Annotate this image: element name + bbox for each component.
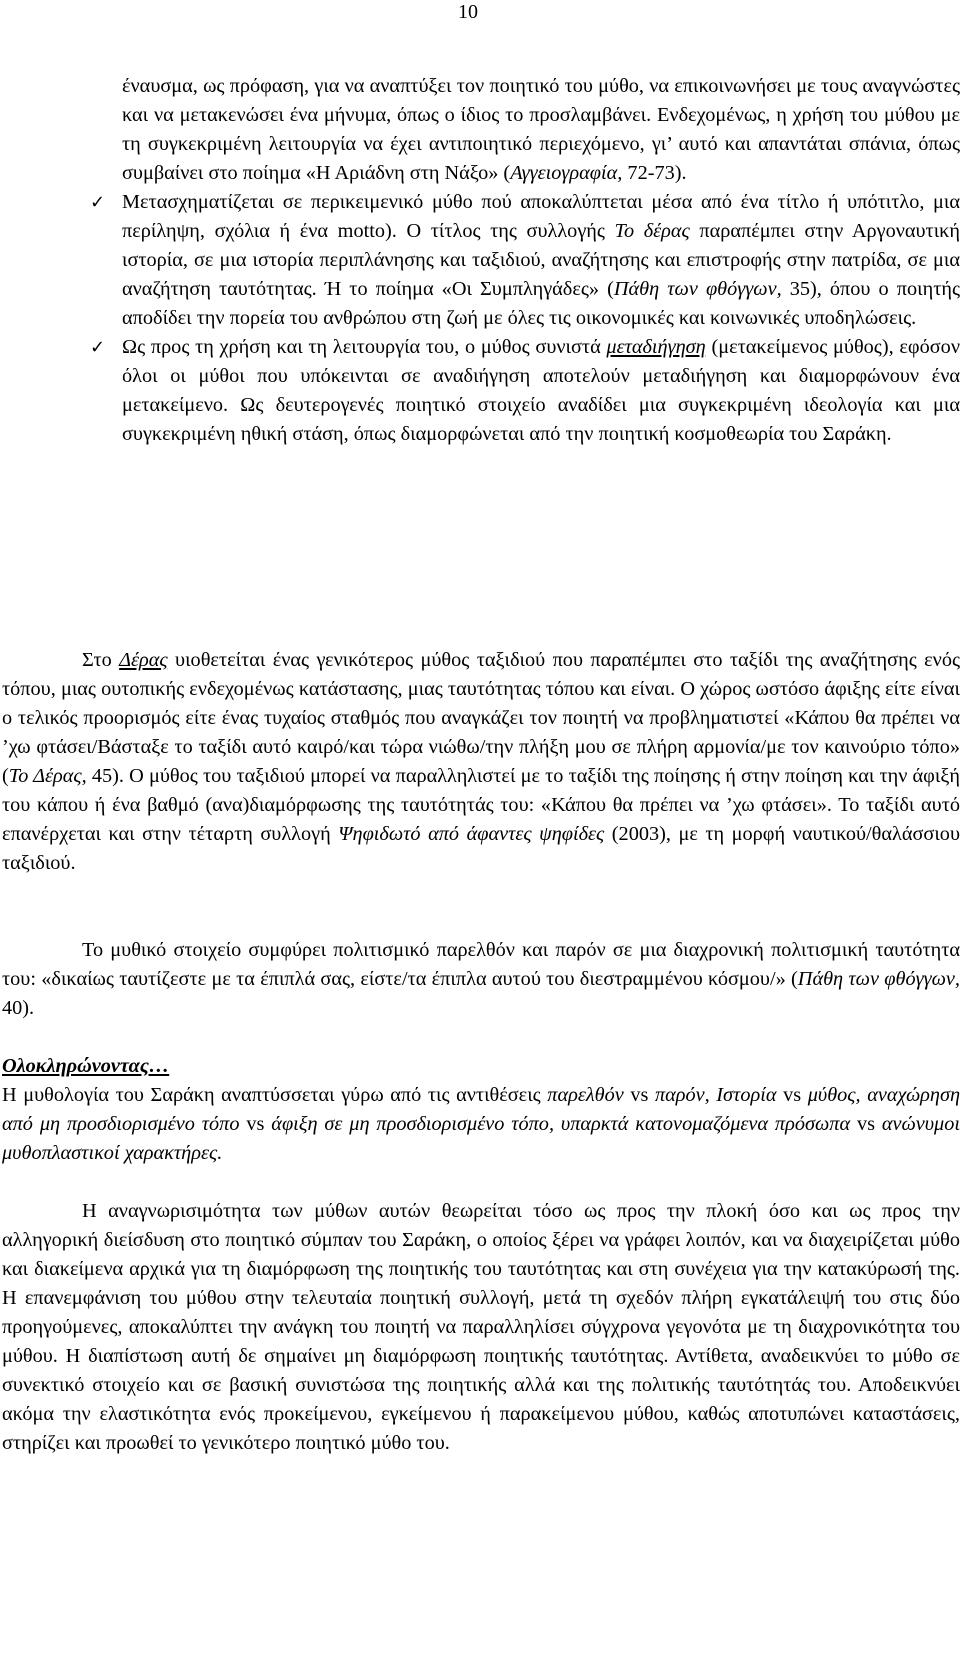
text-run: (2003), με τη μορφή ναυτικού/θαλάσσιου ταξιδιού.: [2, 823, 960, 874]
text-run: Μετασχηματίζεται σε περικειμενικό μύθο πού αποκαλύπτεται μέσα από ένα τίτλο ή υπότιτλο, μια περίληψη, σχόλια ή ένα motto). Ο τίτλος της συλλογής: [122, 191, 960, 242]
italic-run: άφιξη σε μη προσδιορισμένο τόπο, υπαρκτά κατονομαζόμενα πρόσωπα: [271, 1113, 851, 1135]
text-run: , 45). Ο μύθος του ταξιδιού μπορεί να παραλληλιστεί με το ταξίδι της ποίησης ή στην ποίηση και την άφιξή του κάπου ή ένα βαθμό (ανα)διαμόρφωσης της ταυτότητάς του: «Κάπου θα πρέπει να ’χω φτάσει». Το ταξίδι αυτό επανέρχεται και στην τέταρτη συλλογή: [2, 765, 960, 845]
text-run: υιοθετείται ένας γενικότερος μύθος ταξιδιού που παραπέμπει στο ταξίδι της αναζήτησης ενός τόπου, μιας ουτοπικής ενδεχομένως κατάστασης, μιας ταυτότητας τόπου και είναι. Ο χώρος ωστόσο άφιξης είτε είναι ο τελικός προορισμός είτε ένας τυχαίος σταθμός που αναγκάζει τον ποιητή να προβληματιστεί «Κάπου θα πρέπει να ’χω φτάσει/Βάσταξε το ταξίδι αυτό καιρό/και τώρα νιώθω/την πλήξη μου σε πλήρη αρμονία/με τον καινούριο τόπο» (: [2, 649, 960, 787]
text-run: 35), όπου ο ποιητής αποδίδει την πορεία του ανθρώπου στη ζωή με όλες τις οικονομικές και κοινωνικές υποδηλώσεις.: [122, 278, 960, 329]
text-run: Η μυθολογία του Σαράκη αναπτύσσεται γύρω από τις αντιθέσεις: [2, 1084, 548, 1106]
text-run: 72-73).: [622, 162, 687, 184]
text-run: vs: [850, 1113, 882, 1135]
text-run: Το μυθικό στοιχείο συμφύρει πολιτισμικό παρελθόν και παρόν σε μια διαχρονική πολιτισμική ταυτότητα του: «δικαίως ταυτίζεστε με τα έπιπλά σας, είστε/τα έπιπλα αυτού του διεστραμμένου κόσμου/» (: [2, 939, 960, 990]
checkmark-icon: ✓: [90, 192, 106, 213]
text-run: vs: [776, 1084, 808, 1106]
text-run: (μετακείμενος μύθος), εφόσον όλοι οι μύθοι που υπόκεινται σε αναδιήγηση αποτελούν μεταδιήγηση και διαμορφώνουν ένα μετακείμενο. Ως δευτερογενές ποιητικό στοιχείο αναδίδει μια συγκεκριμένη ιδεολογία και μια συγκεκριμένη ηθική στάση, όπως διαμορφώνεται από την ποιητική κοσμοθεωρία του Σαράκη.: [122, 336, 960, 445]
italic-run: Το δέρας: [614, 220, 690, 242]
italic-run: Ψηφιδωτό από άφαντες ψηφίδες: [338, 823, 605, 845]
page-number: 10: [458, 1, 478, 23]
bullet-item-2: [90, 333, 960, 449]
paragraph-3: [2, 1081, 960, 1168]
italic-run: ανώνυμοι μυθοπλαστικοί χαρακτήρες.: [2, 1113, 960, 1164]
paragraph-1: [2, 646, 960, 878]
paragraph-4: [2, 1197, 960, 1458]
bullet-block: [90, 72, 960, 449]
text-run: Στο: [82, 649, 120, 671]
italic-run: Πάθη των φθόγγων,: [613, 278, 782, 300]
italic-run: Αγγειογραφία,: [510, 162, 623, 184]
paragraph-4-text: Η αναγνωρισιμότητα των μύθων αυτών θεωρείται τόσο ως προς την πλοκή όσο και ως προς την αλληγορική διείσδυση στο ποιητικό σύμπαν του Σαράκη, ο οποίος ξέρει να γράφει λοιπόν, και να διαχειρίζεται μύθο και διακείμενα αρχικά για τη διαμόρφωση της ποιητικής του ταυτότητας και στη συνέχεια για την κατακύρωσή της. Η επανεμφάνιση του μύθου στην τελευταία ποιητική συλλογή, μετά τη σχεδόν πλήρη εγκατάλειψή του στις δύο προηγούμενες, αποκαλύπτει την ανάγκη του ποιητή να παραλληλίσει σύγχρονα γεγονότα με τη διαχρονικότητα του μύθου. Η διαπίστωση αυτή δε σημαίνει μη διαμόρφωση ποιητικής ταυτότητας. Αντίθετα, αναδεικνύει το μύθο σε συνεκτικό στοιχείο και σε βασική συνιστώσα της ποιητικής αλλά και της πολιτικής ταυτότητάς του. Αποδεικνύει ακόμα την ελαστικότητα ενός προκείμενου, εγκείμενου ή παρακείμενου μύθου, καθώς αποτυπώνει καταστάσεις, στηρίζει και προωθεί το γενικότερο ποιητικό μύθο του.: [2, 1200, 960, 1454]
italic-run: μύθος, αναχώρηση από μη προσδιορισμένο τόπο: [2, 1084, 960, 1135]
italic-run: παρόν, Ιστορία: [654, 1084, 777, 1106]
bullet-intro-paragraph: [122, 72, 960, 188]
text-run: vs: [239, 1113, 272, 1135]
text-run: Ως προς τη χρήση και τη λειτουργία του, ο μύθος συνιστά: [122, 336, 607, 358]
italic-run: Το Δέρας: [8, 765, 82, 787]
italic-run: Πάθη των φθόγγων,: [797, 968, 960, 990]
text-run: έναυσμα, ως πρόφαση, για να αναπτύξει τον ποιητικό του μύθο, να επικοινωνήσει με τους αναγνώστες και να μετακενώσει ένα μήνυμα, όπως ο ίδιος το προσλαμβάνει. Ενδεχομένως, η χρήση του μύθου με τη συγκεκριμένη λειτουργία να έχει αντιποιητικό περιεχόμενο, γι’ αυτό και απαντάται σπάνια, όπως συμβαίνει στο ποίημα «Η Αριάδνη στη Νάξο» (: [122, 75, 960, 184]
underlined-italic-run: Δέρας: [119, 649, 168, 671]
italic-run: παρελθόν: [547, 1084, 624, 1106]
text-run: vs: [623, 1084, 655, 1106]
section-heading: Ολοκληρώνοντας…: [2, 1055, 170, 1077]
text-run: 40).: [2, 997, 35, 1019]
paragraph-2: [2, 936, 960, 1023]
underlined-italic-run: μεταδιήγηση: [606, 336, 706, 358]
text-run: παραπέμπει στην Αργοναυτική ιστορία, σε μια ιστορία περιπλάνησης και ταξιδιού, αναζήτησης και επιστροφής στην πατρίδα, σε μια αναζήτηση ταυτότητας. Ή το ποίημα «Οι Συμπληγάδες» (: [122, 220, 960, 300]
bullet-item-1: [90, 188, 960, 333]
checkmark-icon: ✓: [90, 337, 106, 358]
